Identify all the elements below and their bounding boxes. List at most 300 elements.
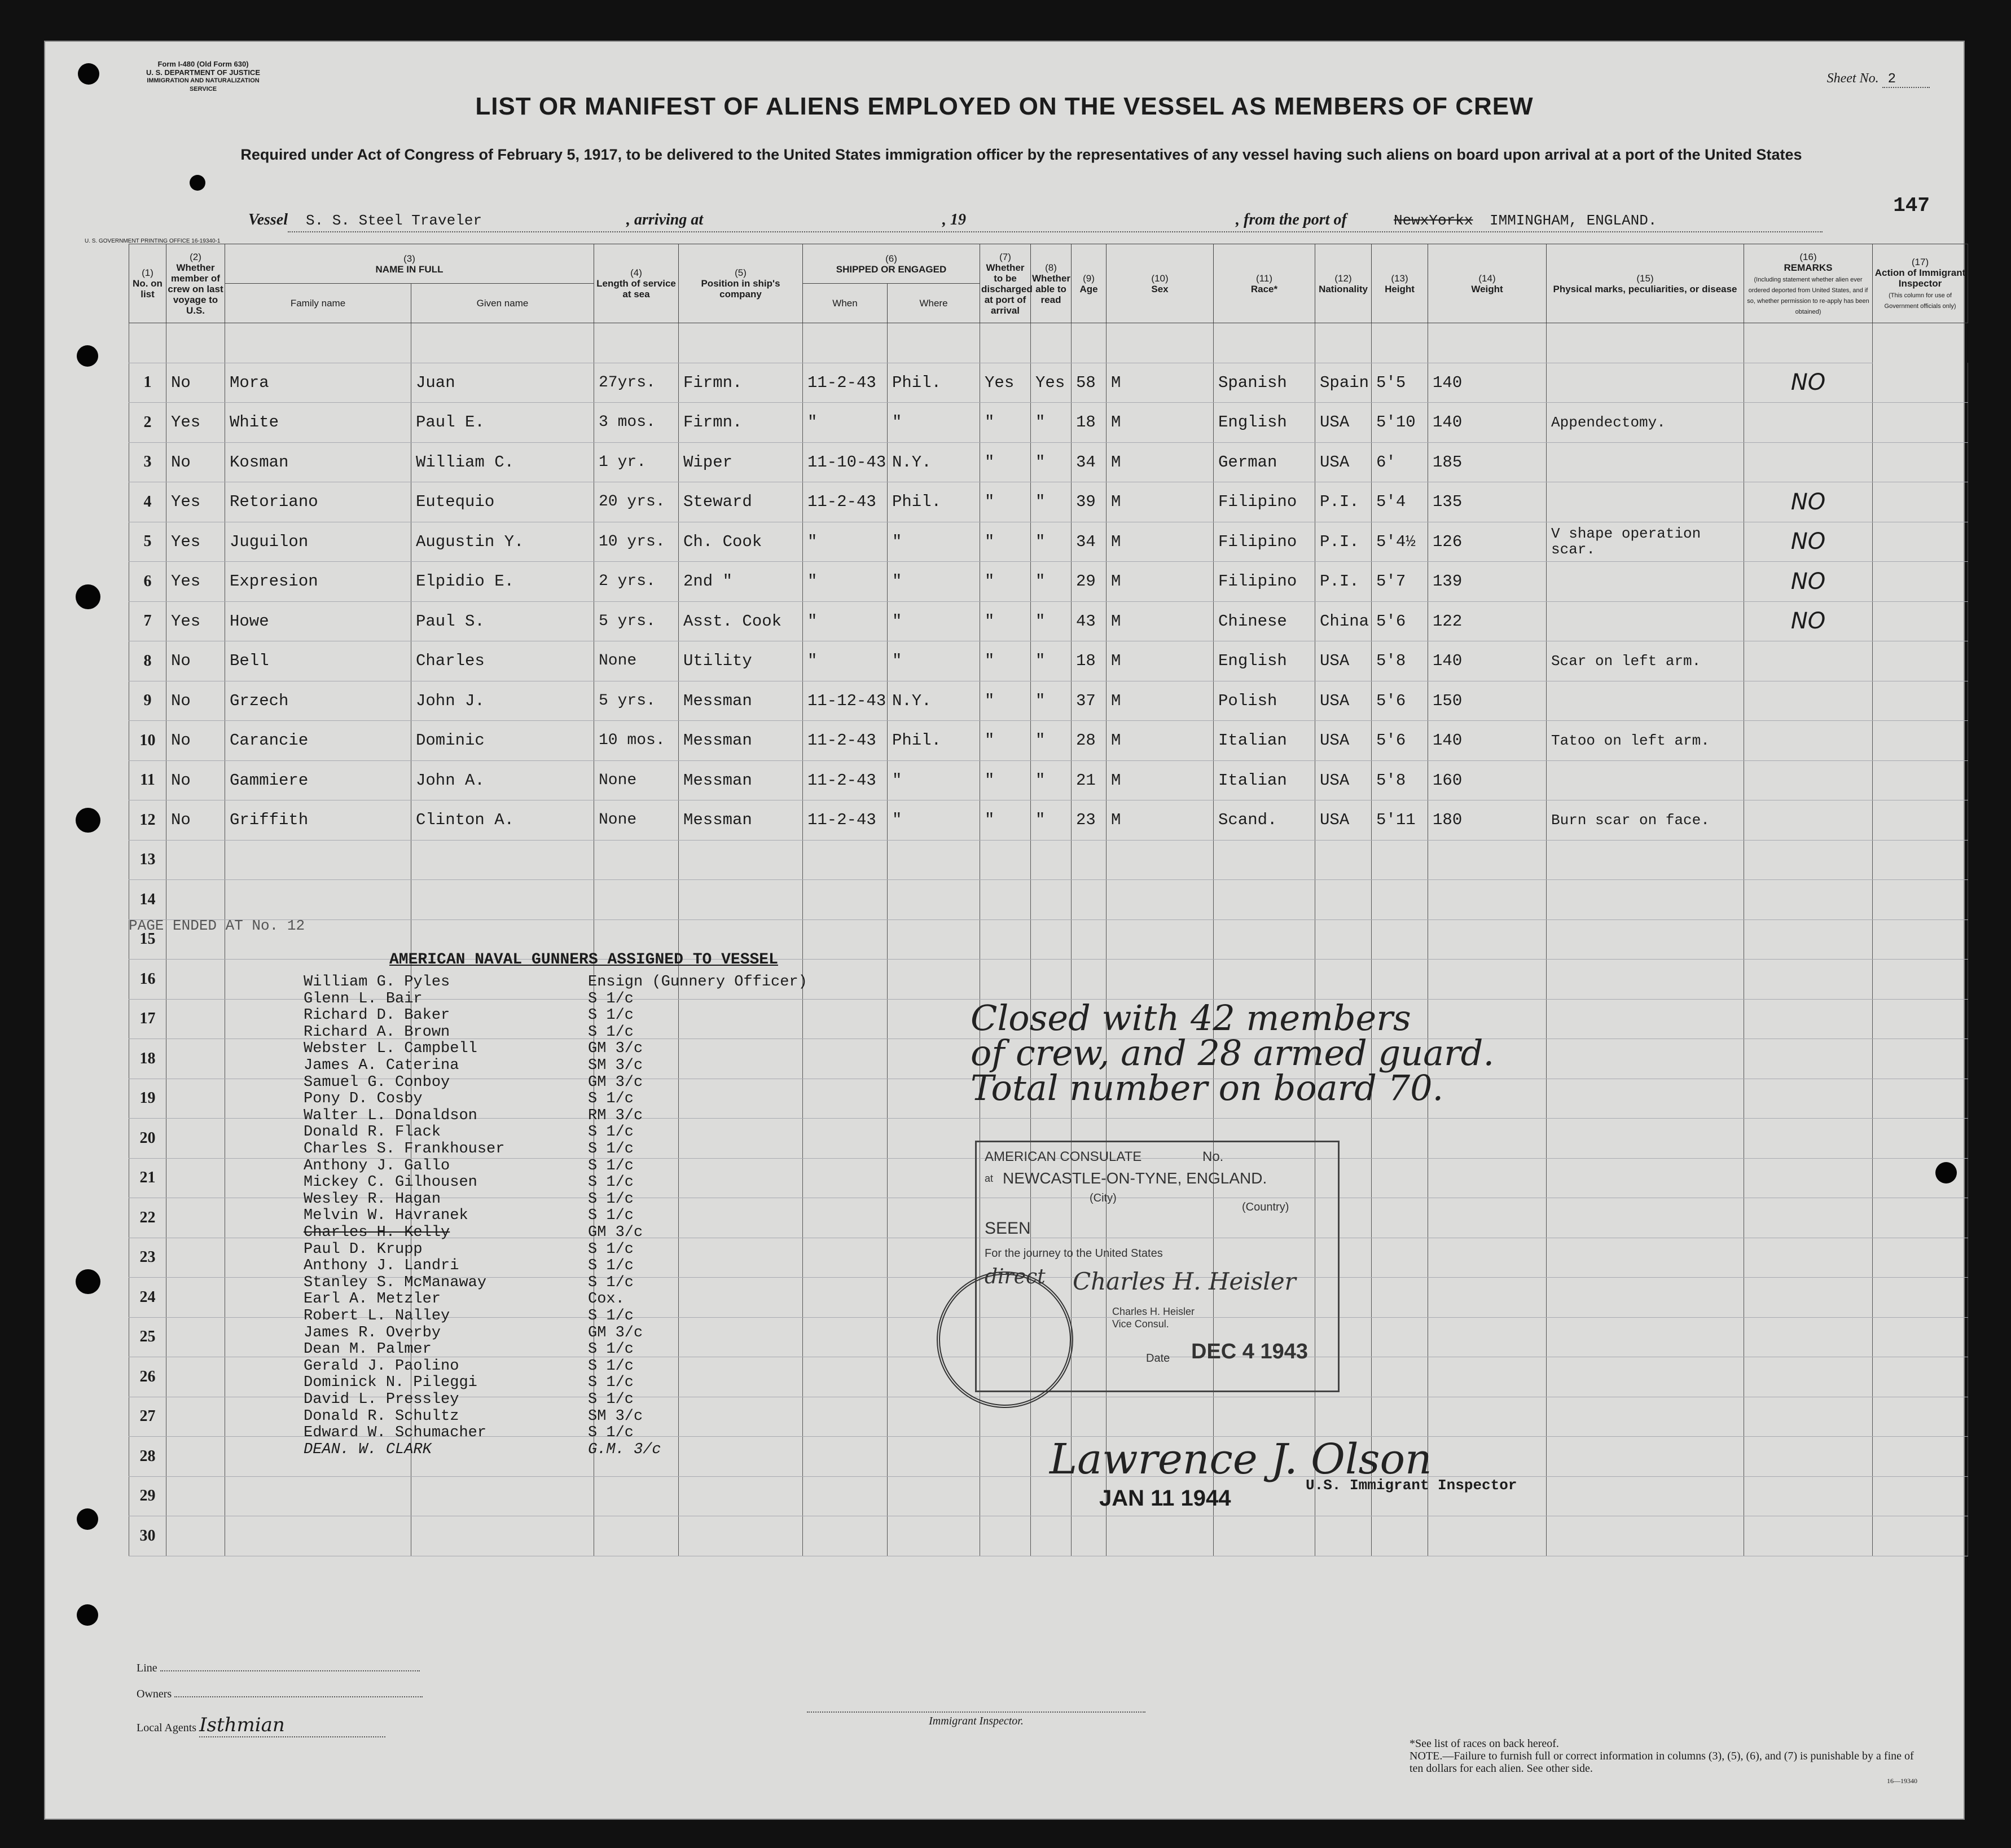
cell-age: 34	[1072, 522, 1107, 562]
cell-last: No	[166, 641, 225, 681]
empty-cell	[1031, 919, 1072, 960]
empty-cell	[1744, 1039, 1873, 1079]
empty-cell	[1372, 1238, 1428, 1278]
cell-no: 12	[129, 800, 166, 841]
cell-remarks	[1744, 442, 1873, 482]
form-number: Form I-480 (Old Form 630)	[157, 60, 249, 68]
cell-remarks: NO	[1744, 601, 1873, 641]
gunner-rank: S 1/c	[588, 1374, 634, 1392]
cell-marks: Scar on left arm.	[1547, 641, 1744, 681]
struck-port: NewxYorkx	[1394, 212, 1473, 229]
cell-given: Augustin Y.	[411, 522, 594, 562]
cell-last: Yes	[166, 562, 225, 602]
cell-service: 5 yrs.	[594, 601, 679, 641]
cell-last: No	[166, 721, 225, 761]
stamp-direct: direct	[985, 1265, 1046, 1288]
col-height-header: (13) Height	[1372, 244, 1428, 323]
cell-service: 27yrs.	[594, 363, 679, 403]
gunner-rank: S 1/c	[588, 1124, 634, 1141]
empty-cell	[1547, 1317, 1744, 1357]
cell-service: 5 yrs.	[594, 681, 679, 721]
table-row	[129, 482, 1968, 522]
cell-where: "	[888, 760, 980, 800]
empty-cell	[225, 840, 411, 880]
empty-cell	[1428, 1357, 1547, 1397]
cell-sex: M	[1107, 363, 1214, 403]
sheet-number	[1827, 71, 1930, 87]
cell-race: Scand.	[1214, 800, 1315, 841]
empty-cell	[1372, 1198, 1428, 1238]
col-weight-header: (14) Weight	[1428, 244, 1547, 323]
cell-when: 11-2-43	[803, 760, 888, 800]
stamp-signature: Charles H. Heisler	[1073, 1268, 1296, 1295]
inspector-title: U.S. Immigrant Inspector	[1306, 1477, 1517, 1494]
gunner-name: Walter L. Donaldson	[304, 1107, 477, 1124]
cell-family: Retoriano	[225, 482, 411, 522]
cell-position: Messman	[679, 681, 803, 721]
gunner-rank: S 1/c	[588, 1308, 634, 1325]
cell-position: 2nd "	[679, 562, 803, 602]
empty-cell	[888, 1039, 980, 1079]
empty-cell	[1372, 1158, 1428, 1198]
cell-when: 11-2-43	[803, 800, 888, 841]
empty-cell	[980, 919, 1031, 960]
empty-cell	[411, 1437, 594, 1477]
empty-cell	[1873, 1516, 1968, 1556]
table-row	[129, 840, 1968, 880]
cell-action	[1873, 760, 1968, 800]
gunner-name: Mickey C. Gilhousen	[304, 1174, 477, 1191]
cell-position: Messman	[679, 800, 803, 841]
empty-cell	[1315, 1397, 1372, 1437]
cell-last: No	[166, 760, 225, 800]
row-number: 26	[129, 1357, 166, 1397]
empty-cell	[1873, 1437, 1968, 1477]
row-number: 29	[129, 1476, 166, 1516]
cell-weight: 135	[1428, 482, 1547, 522]
col-when-header: When	[803, 284, 888, 323]
col-no-header: (1) No. on list	[129, 244, 166, 323]
col-where-header: Where	[888, 284, 980, 323]
cell-height: 6'	[1372, 442, 1428, 482]
cell-action	[1873, 681, 1968, 721]
empty-cell	[1315, 840, 1372, 880]
cell-no: 6	[129, 562, 166, 602]
cell-position: Steward	[679, 482, 803, 522]
gunner-rank: GM 3/c	[588, 1224, 643, 1241]
empty-cell	[1315, 1516, 1372, 1556]
gunner-rank: SM 3/c	[588, 1407, 643, 1425]
cell-marks	[1547, 442, 1744, 482]
cell-height: 5'6	[1372, 601, 1428, 641]
cell-where: "	[888, 522, 980, 562]
empty-cell	[1873, 999, 1968, 1039]
cell-remarks: NO	[1744, 482, 1873, 522]
cell-when: "	[803, 601, 888, 641]
cell-read: "	[1031, 562, 1072, 602]
cell-last: No	[166, 681, 225, 721]
cell-when: "	[803, 562, 888, 602]
cell-remarks: NO	[1744, 522, 1873, 562]
empty-cell	[1214, 1397, 1315, 1437]
empty-cell	[980, 880, 1031, 920]
row-number: 24	[129, 1278, 166, 1318]
cell-race: Chinese	[1214, 601, 1315, 641]
form-header	[135, 60, 271, 94]
empty-cell	[679, 1357, 803, 1397]
footer-inspector-label: Immigrant Inspector.	[807, 1711, 1145, 1728]
empty-cell	[980, 1516, 1031, 1556]
cell-age: 23	[1072, 800, 1107, 841]
gunner-name: Richard A. Brown	[304, 1023, 450, 1041]
cell-service: 2 yrs.	[594, 562, 679, 602]
footer-note-fine: NOTE.—Failure to furnish full or correct information in columns (3), (5), (6), and (7) is punishable by a fine of ten dollars for each alien. See other side.	[1410, 1750, 1914, 1775]
table-row	[129, 562, 1968, 602]
col-nationality-header: (12) Nationality	[1315, 244, 1372, 323]
row-number: 23	[129, 1238, 166, 1278]
empty-cell	[980, 1437, 1031, 1477]
cell-read: "	[1031, 641, 1072, 681]
empty-cell	[1315, 919, 1372, 960]
row-number: 17	[129, 999, 166, 1039]
binder-hole	[190, 175, 205, 191]
cell-last: No	[166, 363, 225, 403]
empty-cell	[1744, 1278, 1873, 1318]
cell-nationality: China	[1315, 601, 1372, 641]
cell-action	[1873, 641, 1968, 681]
row-number: 16	[129, 960, 166, 1000]
empty-cell	[1107, 1516, 1214, 1556]
cell-given: Paul E.	[411, 403, 594, 443]
gunner-name: Richard D. Baker	[304, 1007, 450, 1024]
table-row	[129, 721, 1968, 761]
empty-cell	[888, 919, 980, 960]
stamp-at: at	[985, 1173, 994, 1184]
empty-cell	[1428, 1238, 1547, 1278]
cell-family: Carancie	[225, 721, 411, 761]
empty-cell	[1873, 880, 1968, 920]
cell-when: 11-2-43	[803, 482, 888, 522]
cell-position: Utility	[679, 641, 803, 681]
cell-remarks	[1744, 721, 1873, 761]
empty-cell	[1428, 840, 1547, 880]
empty-cell	[1547, 880, 1744, 920]
empty-cell	[1072, 960, 1107, 1000]
binder-hole	[76, 584, 100, 609]
empty-cell	[1372, 1397, 1428, 1437]
col-last-voyage-header: (2) Whether member of crew on last voyage to U.S.	[166, 244, 225, 323]
cell-action	[1873, 522, 1968, 562]
table-row	[129, 760, 1968, 800]
cell-race: Filipino	[1214, 482, 1315, 522]
gunner-name: Earl A. Metzler	[304, 1291, 441, 1308]
empty-cell	[679, 1238, 803, 1278]
empty-cell	[888, 880, 980, 920]
empty-cell	[411, 1516, 594, 1556]
cell-given: Eutequio	[411, 482, 594, 522]
cell-age: 34	[1072, 442, 1107, 482]
gunner-rank: S 1/c	[588, 1174, 634, 1191]
cell-marks: Burn scar on face.	[1547, 800, 1744, 841]
page-subtitle: Required under Act of Congress of February 5, 1917, to be delivered to the United States immigration officer by the representatives of any vessel having such aliens on board upon arrival at a port of the United States	[240, 146, 1802, 163]
stamp-title: Vice Consul.	[1112, 1318, 1169, 1330]
table-row	[129, 522, 1968, 562]
empty-cell	[411, 880, 594, 920]
empty-cell	[888, 960, 980, 1000]
empty-cell	[888, 1516, 980, 1556]
empty-cell	[1428, 1437, 1547, 1477]
empty-cell	[1214, 960, 1315, 1000]
port-name: IMMINGHAM, ENGLAND.	[1490, 212, 1657, 229]
cell-read: "	[1031, 601, 1072, 641]
col-position-header: (5) Position in ship's company	[679, 244, 803, 323]
gunner-rank: GM 3/c	[588, 1324, 643, 1341]
cell-height: 5'11	[1372, 800, 1428, 841]
empty-cell	[1372, 1317, 1428, 1357]
empty-cell	[1214, 840, 1315, 880]
empty-cell	[1873, 1278, 1968, 1318]
table-row	[129, 442, 1968, 482]
cell-age: 37	[1072, 681, 1107, 721]
binder-hole	[77, 1604, 98, 1626]
table-row	[129, 800, 1968, 841]
inspector-signature: Lawrence J. Olson	[1050, 1435, 1432, 1484]
empty-cell	[1428, 1516, 1547, 1556]
empty-cell	[1107, 1397, 1214, 1437]
table-row	[129, 681, 1968, 721]
empty-cell	[1107, 840, 1214, 880]
empty-cell	[411, 1476, 594, 1516]
cell-when: 11-2-43	[803, 721, 888, 761]
closing-note-line1: Closed with 42 members	[971, 997, 1411, 1039]
empty-cell	[1428, 1397, 1547, 1437]
empty-cell	[888, 1158, 980, 1198]
cell-given: Dominic	[411, 721, 594, 761]
cell-height: 5'8	[1372, 641, 1428, 681]
cell-read: "	[1031, 522, 1072, 562]
service: IMMIGRATION AND NATURALIZATION SERVICE	[147, 77, 260, 93]
cell-discharged: "	[980, 522, 1031, 562]
cell-position: Firmn.	[679, 363, 803, 403]
binder-hole	[78, 63, 99, 85]
gunner-name: Charles H. Kelly	[304, 1224, 450, 1241]
binder-hole	[76, 1269, 100, 1294]
cell-sex: M	[1107, 760, 1214, 800]
closing-note-line2: of crew, and 28 armed guard.	[971, 1032, 1495, 1073]
cell-height: 5'10	[1372, 403, 1428, 443]
empty-cell	[803, 999, 888, 1039]
stamp-city-label: (City)	[1090, 1192, 1117, 1204]
gunner-name: Glenn L. Bair	[304, 990, 423, 1007]
cell-marks: V shape operation scar.	[1547, 522, 1744, 562]
gunner-name: David L. Pressley	[304, 1391, 459, 1408]
cell-no: 9	[129, 681, 166, 721]
consulate-seal-icon	[937, 1271, 1073, 1408]
empty-cell	[1428, 1198, 1547, 1238]
empty-cell	[1547, 1516, 1744, 1556]
vessel-name: S. S. Steel Traveler	[306, 212, 482, 229]
gunner-rank: Ensign (Gunnery Officer)	[588, 974, 807, 991]
cell-family: White	[225, 403, 411, 443]
empty-cell	[1744, 960, 1873, 1000]
empty-cell	[803, 1119, 888, 1159]
printing-office: U. S. GOVERNMENT PRINTING OFFICE 16-19340-1	[85, 238, 221, 244]
page-ended-note: PAGE ENDED AT No. 12	[129, 917, 305, 934]
empty-cell	[888, 1238, 980, 1278]
cell-no: 10	[129, 721, 166, 761]
cell-weight: 140	[1428, 641, 1547, 681]
cell-no: 11	[129, 760, 166, 800]
empty-cell	[1031, 880, 1072, 920]
cell-given: Charles	[411, 641, 594, 681]
empty-cell	[1372, 1119, 1428, 1159]
gunner-rank: S 1/c	[588, 1190, 634, 1208]
gunner-name: Pony D. Cosby	[304, 1090, 423, 1108]
manifest-sheet	[44, 41, 1965, 1820]
col-service-header: (4) Length of service at sea	[594, 244, 679, 323]
cell-action	[1873, 403, 1968, 443]
cell-when: "	[803, 641, 888, 681]
empty-cell	[679, 1516, 803, 1556]
closing-note-line3: Total number on board 70.	[971, 1067, 1444, 1108]
cell-discharged: "	[980, 442, 1031, 482]
empty-cell	[1547, 1437, 1744, 1477]
cell-weight: 140	[1428, 403, 1547, 443]
cell-position: Firmn.	[679, 403, 803, 443]
cell-race: Filipino	[1214, 562, 1315, 602]
gunner-rank: S 1/c	[588, 1141, 634, 1158]
cell-height: 5'8	[1372, 760, 1428, 800]
empty-cell	[1547, 1397, 1744, 1437]
cell-where: Phil.	[888, 482, 980, 522]
row-number: 22	[129, 1198, 166, 1238]
empty-cell	[803, 1079, 888, 1119]
stamp-country-label: (Country)	[1242, 1201, 1289, 1213]
cell-action	[1873, 363, 1968, 403]
empty-cell	[1744, 1238, 1873, 1278]
cell-age: 28	[1072, 721, 1107, 761]
empty-cell	[1372, 1278, 1428, 1318]
cell-marks: Tatoo on left arm.	[1547, 721, 1744, 761]
cell-remarks	[1744, 403, 1873, 443]
cell-last: No	[166, 442, 225, 482]
binder-hole	[1935, 1162, 1957, 1183]
empty-cell	[1744, 1317, 1873, 1357]
empty-cell	[803, 1039, 888, 1079]
gunner-name: James A. Caterina	[304, 1057, 459, 1074]
empty-cell	[1744, 1079, 1873, 1119]
empty-cell	[679, 840, 803, 880]
empty-cell	[1315, 960, 1372, 1000]
empty-cell	[1428, 1158, 1547, 1198]
cell-race: German	[1214, 442, 1315, 482]
empty-cell	[1744, 1357, 1873, 1397]
empty-cell	[1214, 1516, 1315, 1556]
empty-cell	[679, 1039, 803, 1079]
cell-family: Expresion	[225, 562, 411, 602]
empty-cell	[1428, 960, 1547, 1000]
gunner-rank: S 1/c	[588, 1391, 634, 1408]
cell-where: "	[888, 601, 980, 641]
cell-marks	[1547, 760, 1744, 800]
cell-remarks: NO	[1744, 363, 1873, 403]
cell-sex: M	[1107, 562, 1214, 602]
cell-read: "	[1031, 482, 1072, 522]
table-row	[129, 1516, 1968, 1556]
cell-family: Griffith	[225, 800, 411, 841]
cell-action	[1873, 562, 1968, 602]
gunner-name: Dominick N. Pileggi	[304, 1374, 477, 1392]
year-label: , 19	[942, 211, 966, 228]
stamp-signer: Charles H. Heisler	[1112, 1306, 1195, 1317]
cell-where: "	[888, 800, 980, 841]
empty-cell	[1107, 960, 1214, 1000]
empty-cell	[1547, 1039, 1744, 1079]
empty-cell	[1547, 919, 1744, 960]
cell-given: Juan	[411, 363, 594, 403]
sheet-value: 2	[1882, 72, 1930, 88]
cell-service: 3 mos.	[594, 403, 679, 443]
empty-cell	[1372, 1516, 1428, 1556]
gunner-rank: S 1/c	[588, 1357, 634, 1375]
empty-cell	[594, 1476, 679, 1516]
stamp-journey: For the journey to the United States	[985, 1247, 1163, 1260]
cell-service: 10 mos.	[594, 721, 679, 761]
cell-nationality: USA	[1315, 760, 1372, 800]
cell-action	[1873, 800, 1968, 841]
gunner-name: Donald R. Flack	[304, 1124, 441, 1141]
empty-cell	[166, 1158, 225, 1198]
cell-height: 5'5	[1372, 363, 1428, 403]
cell-where: N.Y.	[888, 442, 980, 482]
empty-cell	[679, 1476, 803, 1516]
table-row	[129, 880, 1968, 920]
col-shipped-header: (6) SHIPPED OR ENGAGED	[803, 244, 980, 284]
empty-cell	[803, 1437, 888, 1477]
cell-service: None	[594, 760, 679, 800]
col-name-header: (3) NAME IN FULL	[225, 244, 594, 284]
empty-cell	[803, 1278, 888, 1318]
empty-cell	[166, 1079, 225, 1119]
empty-cell	[225, 880, 411, 920]
cell-age: 29	[1072, 562, 1107, 602]
cell-family: Juguilon	[225, 522, 411, 562]
cell-position: Asst. Cook	[679, 601, 803, 641]
empty-cell	[1873, 1397, 1968, 1437]
gunner-rank: S 1/c	[588, 1424, 634, 1442]
gunner-name: James R. Overby	[304, 1324, 441, 1341]
cell-action	[1873, 442, 1968, 482]
empty-cell	[1107, 919, 1214, 960]
cell-weight: 150	[1428, 681, 1547, 721]
cell-weight: 180	[1428, 800, 1547, 841]
cell-race: Italian	[1214, 721, 1315, 761]
empty-cell	[1873, 1357, 1968, 1397]
empty-cell	[888, 1397, 980, 1437]
cell-age: 39	[1072, 482, 1107, 522]
cell-discharged: "	[980, 800, 1031, 841]
vessel-label: Vessel	[248, 211, 288, 228]
footer-owners-label: Owners	[137, 1688, 172, 1700]
cell-sex: M	[1107, 601, 1214, 641]
cell-family: Kosman	[225, 442, 411, 482]
row-number: 15	[129, 919, 166, 960]
cell-nationality: Spain	[1315, 363, 1372, 403]
empty-cell	[166, 1516, 225, 1556]
empty-cell	[679, 880, 803, 920]
empty-cell	[1031, 1516, 1072, 1556]
cell-last: Yes	[166, 482, 225, 522]
